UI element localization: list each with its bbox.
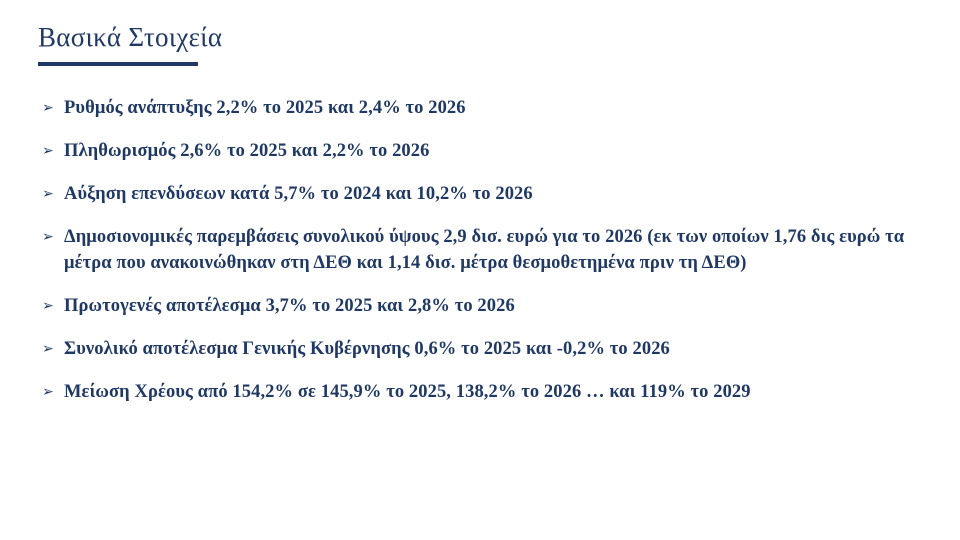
list-item-text: Αύξηση επενδύσεων κατά 5,7% το 2024 και 10,2% το 2026 (64, 184, 533, 204)
list-item (38, 379, 918, 405)
list-item (38, 181, 918, 207)
arrow-bullet-icon: ➢ (42, 100, 54, 116)
list-item-text: Συνολικό αποτέλεσμα Γενικής Κυβέρνησης 0,6% το 2025 και -0,2% το 2026 (64, 339, 670, 359)
list-item (38, 336, 918, 362)
bullet-list (38, 95, 918, 422)
list-item (38, 95, 918, 121)
arrow-bullet-icon: ➢ (42, 384, 54, 400)
arrow-bullet-icon: ➢ (42, 341, 54, 357)
title-underline-divider (38, 62, 198, 66)
arrow-bullet-icon: ➢ (42, 298, 54, 314)
list-item-text: Πρωτογενές αποτέλεσμα 3,7% το 2025 και 2,8% το 2026 (64, 296, 515, 316)
page-title: Βασικά Στοιχεία (38, 22, 223, 52)
list-item (38, 293, 918, 319)
list-item-text: Πληθωρισμός 2,6% το 2025 και 2,2% το 2026 (64, 141, 430, 161)
arrow-bullet-icon: ➢ (42, 186, 54, 202)
list-item-text: Ρυθμός ανάπτυξης 2,2% το 2025 και 2,4% το 2026 (64, 98, 466, 118)
list-item-text: Μείωση Χρέους από 154,2% σε 145,9% το 2025, 138,2% το 2026 … και 119% το 2029 (64, 382, 751, 402)
list-item-text: Δημοσιονομικές παρεμβάσεις συνολικού ύψους 2,9 δισ. ευρώ για το 2026 (εκ των οποίων 1,76 δις ευρώ τα μέτρα που ανακοινώθηκαν στη ΔΕΘ και 1,14 δισ. μέτρα θεσμοθετημένα πριν τη ΔΕΘ) (64, 227, 905, 273)
arrow-bullet-icon: ➢ (42, 143, 54, 159)
arrow-bullet-icon: ➢ (42, 229, 54, 245)
list-item (38, 224, 918, 276)
list-item (38, 138, 918, 164)
